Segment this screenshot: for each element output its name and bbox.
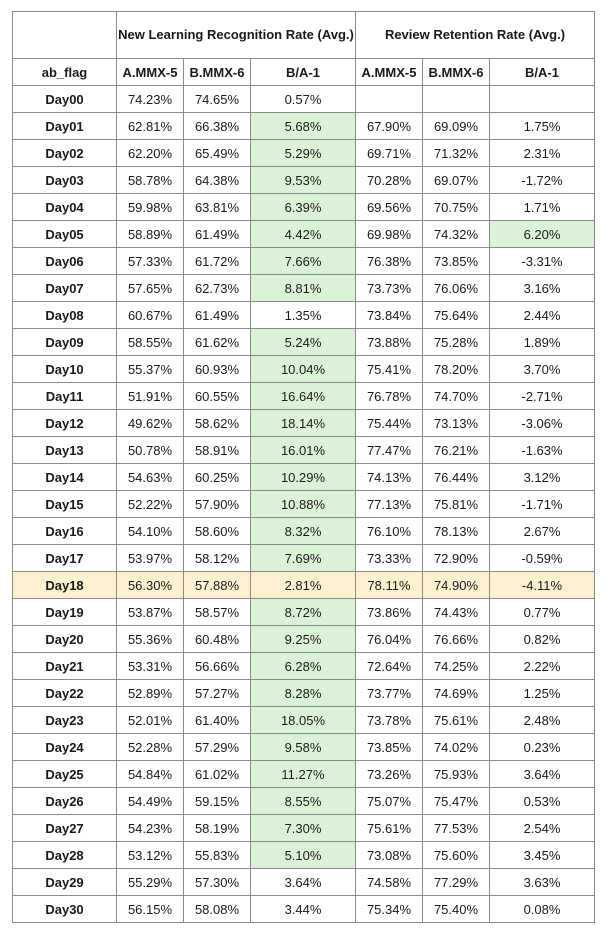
rr-a-cell: 69.71% (356, 140, 423, 167)
day-cell: Day23 (13, 707, 117, 734)
rr-a-cell: 75.34% (356, 896, 423, 923)
day-cell: Day28 (13, 842, 117, 869)
nl-a-cell: 62.20% (117, 140, 184, 167)
rr-ratio-cell: 2.22% (490, 653, 595, 680)
nl-ratio-cell: 5.24% (251, 329, 356, 356)
rr-a-cell: 73.73% (356, 275, 423, 302)
rr-a-cell: 78.11% (356, 572, 423, 599)
nl-b-cell: 57.90% (184, 491, 251, 518)
rr-ratio-cell: -1.63% (490, 437, 595, 464)
rr-ratio-cell: 2.54% (490, 815, 595, 842)
day-cell: Day20 (13, 626, 117, 653)
rr-ratio-cell: 2.44% (490, 302, 595, 329)
nl-b-cell: 66.38% (184, 113, 251, 140)
nl-b-cell: 58.62% (184, 410, 251, 437)
rr-a-cell: 77.13% (356, 491, 423, 518)
header-row-columns (13, 59, 595, 86)
rr-a-cell: 74.13% (356, 464, 423, 491)
rr-ratio-cell: 0.23% (490, 734, 595, 761)
rr-a-cell: 72.64% (356, 653, 423, 680)
table-row (13, 896, 595, 923)
nl-b-cell: 62.73% (184, 275, 251, 302)
nl-ratio-cell: 8.72% (251, 599, 356, 626)
table-row (13, 491, 595, 518)
nl-ratio-cell: 4.42% (251, 221, 356, 248)
day-cell: Day00 (13, 86, 117, 113)
rr-ratio-cell: 3.12% (490, 464, 595, 491)
table-row (13, 140, 595, 167)
nl-a-cell: 56.15% (117, 896, 184, 923)
nl-ratio-cell: 8.55% (251, 788, 356, 815)
table-row (13, 248, 595, 275)
table-row (13, 356, 595, 383)
day-cell: Day15 (13, 491, 117, 518)
nl-a-cell: 60.67% (117, 302, 184, 329)
rr-b-cell: 75.93% (423, 761, 490, 788)
day-cell: Day17 (13, 545, 117, 572)
table-row (13, 599, 595, 626)
rr-b-cell: 75.81% (423, 491, 490, 518)
rr-ratio-cell: -1.71% (490, 491, 595, 518)
day-cell: Day05 (13, 221, 117, 248)
nl-ratio-cell: 3.44% (251, 896, 356, 923)
ab-test-table (12, 11, 595, 923)
nl-b-cell: 63.81% (184, 194, 251, 221)
nl-a-cell: 56.30% (117, 572, 184, 599)
nl-b-cell: 60.55% (184, 383, 251, 410)
rr-a-cell: 73.33% (356, 545, 423, 572)
rr-a-cell: 69.98% (356, 221, 423, 248)
header-nl-ratio: B/A-1 (251, 59, 356, 86)
nl-ratio-cell: 8.28% (251, 680, 356, 707)
rr-b-cell: 73.13% (423, 410, 490, 437)
table-row (13, 221, 595, 248)
rr-a-cell: 73.84% (356, 302, 423, 329)
rr-ratio-cell: 2.48% (490, 707, 595, 734)
rr-ratio-cell: -3.06% (490, 410, 595, 437)
rr-b-cell: 75.28% (423, 329, 490, 356)
nl-a-cell: 54.49% (117, 788, 184, 815)
nl-b-cell: 61.40% (184, 707, 251, 734)
nl-ratio-cell: 10.88% (251, 491, 356, 518)
nl-a-cell: 52.22% (117, 491, 184, 518)
table-row (13, 167, 595, 194)
table-row (13, 572, 595, 599)
table-row (13, 734, 595, 761)
nl-a-cell: 57.33% (117, 248, 184, 275)
nl-b-cell: 65.49% (184, 140, 251, 167)
rr-a-cell: 76.78% (356, 383, 423, 410)
nl-ratio-cell: 8.81% (251, 275, 356, 302)
rr-b-cell: 74.32% (423, 221, 490, 248)
day-cell: Day14 (13, 464, 117, 491)
rr-b-cell: 74.69% (423, 680, 490, 707)
rr-ratio-cell: -3.31% (490, 248, 595, 275)
nl-b-cell: 61.02% (184, 761, 251, 788)
nl-ratio-cell: 6.28% (251, 653, 356, 680)
nl-a-cell: 51.91% (117, 383, 184, 410)
nl-ratio-cell: 16.01% (251, 437, 356, 464)
rr-b-cell: 77.29% (423, 869, 490, 896)
rr-a-cell: 73.86% (356, 599, 423, 626)
nl-b-cell: 64.38% (184, 167, 251, 194)
nl-a-cell: 54.10% (117, 518, 184, 545)
nl-a-cell: 52.28% (117, 734, 184, 761)
nl-a-cell: 58.78% (117, 167, 184, 194)
day-cell: Day25 (13, 761, 117, 788)
rr-a-cell: 76.04% (356, 626, 423, 653)
header-new-learning: New Learning Recognition Rate (Avg.) (117, 12, 356, 59)
rr-a-cell: 73.85% (356, 734, 423, 761)
rr-ratio-cell: -1.72% (490, 167, 595, 194)
rr-b-cell: 70.75% (423, 194, 490, 221)
nl-ratio-cell: 11.27% (251, 761, 356, 788)
rr-a-cell: 75.41% (356, 356, 423, 383)
day-cell: Day01 (13, 113, 117, 140)
rr-b-cell: 75.40% (423, 896, 490, 923)
header-empty-cell (13, 12, 117, 59)
rr-b-cell: 74.90% (423, 572, 490, 599)
header-rr-ratio: B/A-1 (490, 59, 595, 86)
table-row (13, 842, 595, 869)
day-cell: Day11 (13, 383, 117, 410)
nl-b-cell: 58.57% (184, 599, 251, 626)
rr-b-cell: 76.21% (423, 437, 490, 464)
nl-ratio-cell: 9.25% (251, 626, 356, 653)
rr-b-cell: 76.44% (423, 464, 490, 491)
nl-b-cell: 55.83% (184, 842, 251, 869)
rr-a-cell: 77.47% (356, 437, 423, 464)
rr-ratio-cell: 2.67% (490, 518, 595, 545)
rr-ratio-cell: 0.08% (490, 896, 595, 923)
rr-ratio-cell: -0.59% (490, 545, 595, 572)
table-row (13, 329, 595, 356)
header-row-groups (13, 12, 595, 59)
table-row (13, 383, 595, 410)
nl-a-cell: 59.98% (117, 194, 184, 221)
table-row (13, 626, 595, 653)
header-nl-b: B.MMX-6 (184, 59, 251, 86)
nl-a-cell: 52.01% (117, 707, 184, 734)
rr-b-cell: 75.64% (423, 302, 490, 329)
nl-a-cell: 55.29% (117, 869, 184, 896)
rr-a-cell: 76.10% (356, 518, 423, 545)
nl-b-cell: 57.30% (184, 869, 251, 896)
nl-b-cell: 58.19% (184, 815, 251, 842)
day-cell: Day26 (13, 788, 117, 815)
rr-b-cell: 77.53% (423, 815, 490, 842)
table-row (13, 464, 595, 491)
nl-a-cell: 54.63% (117, 464, 184, 491)
rr-a-cell: 73.26% (356, 761, 423, 788)
table-row (13, 761, 595, 788)
nl-b-cell: 61.49% (184, 302, 251, 329)
nl-a-cell: 53.87% (117, 599, 184, 626)
rr-b-cell: 71.32% (423, 140, 490, 167)
nl-a-cell: 55.36% (117, 626, 184, 653)
rr-ratio-cell: 3.63% (490, 869, 595, 896)
nl-a-cell: 54.84% (117, 761, 184, 788)
nl-a-cell: 53.31% (117, 653, 184, 680)
rr-b-cell: 74.70% (423, 383, 490, 410)
nl-a-cell: 74.23% (117, 86, 184, 113)
nl-a-cell: 49.62% (117, 410, 184, 437)
rr-ratio-cell: 3.64% (490, 761, 595, 788)
table-row (13, 86, 595, 113)
nl-ratio-cell: 7.30% (251, 815, 356, 842)
rr-a-cell: 67.90% (356, 113, 423, 140)
header-review-retention: Review Retention Rate (Avg.) (356, 12, 595, 59)
nl-b-cell: 58.12% (184, 545, 251, 572)
day-cell: Day09 (13, 329, 117, 356)
day-cell: Day30 (13, 896, 117, 923)
table-row (13, 410, 595, 437)
rr-ratio-cell: 3.16% (490, 275, 595, 302)
rr-b-cell: 73.85% (423, 248, 490, 275)
day-cell: Day10 (13, 356, 117, 383)
nl-b-cell: 58.91% (184, 437, 251, 464)
day-cell: Day18 (13, 572, 117, 599)
nl-ratio-cell: 8.32% (251, 518, 356, 545)
rr-a-cell: 73.08% (356, 842, 423, 869)
day-cell: Day06 (13, 248, 117, 275)
rr-b-cell: 76.06% (423, 275, 490, 302)
table-row (13, 653, 595, 680)
rr-a-cell (356, 86, 423, 113)
rr-a-cell: 75.07% (356, 788, 423, 815)
rr-a-cell: 73.78% (356, 707, 423, 734)
day-cell: Day13 (13, 437, 117, 464)
rr-b-cell: 69.09% (423, 113, 490, 140)
table-row (13, 275, 595, 302)
table-row (13, 707, 595, 734)
day-cell: Day24 (13, 734, 117, 761)
nl-a-cell: 52.89% (117, 680, 184, 707)
nl-ratio-cell: 18.14% (251, 410, 356, 437)
rr-a-cell: 69.56% (356, 194, 423, 221)
rr-ratio-cell: 0.77% (490, 599, 595, 626)
nl-a-cell: 55.37% (117, 356, 184, 383)
day-cell: Day03 (13, 167, 117, 194)
rr-a-cell: 74.58% (356, 869, 423, 896)
day-cell: Day19 (13, 599, 117, 626)
rr-ratio-cell: 1.25% (490, 680, 595, 707)
rr-ratio-cell: 0.82% (490, 626, 595, 653)
header-ab-flag: ab_flag (13, 59, 117, 86)
nl-ratio-cell: 10.04% (251, 356, 356, 383)
nl-a-cell: 53.97% (117, 545, 184, 572)
rr-a-cell: 73.77% (356, 680, 423, 707)
header-rr-b: B.MMX-6 (423, 59, 490, 86)
rr-b-cell: 78.13% (423, 518, 490, 545)
nl-b-cell: 61.62% (184, 329, 251, 356)
nl-ratio-cell: 5.29% (251, 140, 356, 167)
table-row (13, 437, 595, 464)
rr-ratio-cell: 0.53% (490, 788, 595, 815)
nl-b-cell: 59.15% (184, 788, 251, 815)
rr-ratio-cell (490, 86, 595, 113)
rr-ratio-cell: 3.45% (490, 842, 595, 869)
nl-a-cell: 58.89% (117, 221, 184, 248)
day-cell: Day27 (13, 815, 117, 842)
rr-ratio-cell: 3.70% (490, 356, 595, 383)
day-cell: Day08 (13, 302, 117, 329)
nl-a-cell: 58.55% (117, 329, 184, 356)
table-row (13, 680, 595, 707)
nl-ratio-cell: 1.35% (251, 302, 356, 329)
table-row (13, 815, 595, 842)
day-cell: Day22 (13, 680, 117, 707)
rr-ratio-cell: -4.11% (490, 572, 595, 599)
nl-ratio-cell: 3.64% (251, 869, 356, 896)
nl-b-cell: 60.25% (184, 464, 251, 491)
rr-b-cell: 75.47% (423, 788, 490, 815)
day-cell: Day07 (13, 275, 117, 302)
day-cell: Day02 (13, 140, 117, 167)
rr-ratio-cell: -2.71% (490, 383, 595, 410)
nl-b-cell: 57.27% (184, 680, 251, 707)
nl-a-cell: 57.65% (117, 275, 184, 302)
table-row (13, 518, 595, 545)
nl-ratio-cell: 9.58% (251, 734, 356, 761)
nl-ratio-cell: 5.10% (251, 842, 356, 869)
rr-b-cell: 74.43% (423, 599, 490, 626)
nl-b-cell: 74.65% (184, 86, 251, 113)
rr-a-cell: 76.38% (356, 248, 423, 275)
nl-b-cell: 60.48% (184, 626, 251, 653)
nl-a-cell: 62.81% (117, 113, 184, 140)
rr-b-cell: 75.60% (423, 842, 490, 869)
table-row (13, 113, 595, 140)
day-cell: Day04 (13, 194, 117, 221)
header-rr-a: A.MMX-5 (356, 59, 423, 86)
nl-a-cell: 54.23% (117, 815, 184, 842)
rr-ratio-cell: 1.75% (490, 113, 595, 140)
nl-ratio-cell: 7.69% (251, 545, 356, 572)
rr-a-cell: 70.28% (356, 167, 423, 194)
table-row (13, 302, 595, 329)
nl-b-cell: 61.49% (184, 221, 251, 248)
nl-b-cell: 61.72% (184, 248, 251, 275)
nl-ratio-cell: 6.39% (251, 194, 356, 221)
rr-b-cell (423, 86, 490, 113)
table-row (13, 194, 595, 221)
nl-b-cell: 60.93% (184, 356, 251, 383)
nl-a-cell: 53.12% (117, 842, 184, 869)
day-cell: Day16 (13, 518, 117, 545)
rr-ratio-cell: 6.20% (490, 221, 595, 248)
nl-ratio-cell: 7.66% (251, 248, 356, 275)
rr-a-cell: 75.61% (356, 815, 423, 842)
table-row (13, 788, 595, 815)
nl-ratio-cell: 16.64% (251, 383, 356, 410)
nl-a-cell: 50.78% (117, 437, 184, 464)
table-row (13, 869, 595, 896)
rr-ratio-cell: 1.71% (490, 194, 595, 221)
rr-ratio-cell: 2.31% (490, 140, 595, 167)
nl-ratio-cell: 2.81% (251, 572, 356, 599)
nl-ratio-cell: 5.68% (251, 113, 356, 140)
rr-b-cell: 69.07% (423, 167, 490, 194)
nl-ratio-cell: 9.53% (251, 167, 356, 194)
nl-ratio-cell: 0.57% (251, 86, 356, 113)
nl-b-cell: 58.08% (184, 896, 251, 923)
day-cell: Day12 (13, 410, 117, 437)
nl-b-cell: 57.29% (184, 734, 251, 761)
nl-ratio-cell: 10.29% (251, 464, 356, 491)
table-row (13, 545, 595, 572)
day-cell: Day21 (13, 653, 117, 680)
rr-b-cell: 78.20% (423, 356, 490, 383)
rr-ratio-cell: 1.89% (490, 329, 595, 356)
header-nl-a: A.MMX-5 (117, 59, 184, 86)
day-cell: Day29 (13, 869, 117, 896)
nl-b-cell: 57.88% (184, 572, 251, 599)
rr-b-cell: 76.66% (423, 626, 490, 653)
nl-ratio-cell: 18.05% (251, 707, 356, 734)
rr-b-cell: 72.90% (423, 545, 490, 572)
nl-b-cell: 56.66% (184, 653, 251, 680)
rr-b-cell: 75.61% (423, 707, 490, 734)
rr-a-cell: 75.44% (356, 410, 423, 437)
table-body (13, 86, 595, 923)
rr-b-cell: 74.02% (423, 734, 490, 761)
rr-b-cell: 74.25% (423, 653, 490, 680)
nl-b-cell: 58.60% (184, 518, 251, 545)
rr-a-cell: 73.88% (356, 329, 423, 356)
